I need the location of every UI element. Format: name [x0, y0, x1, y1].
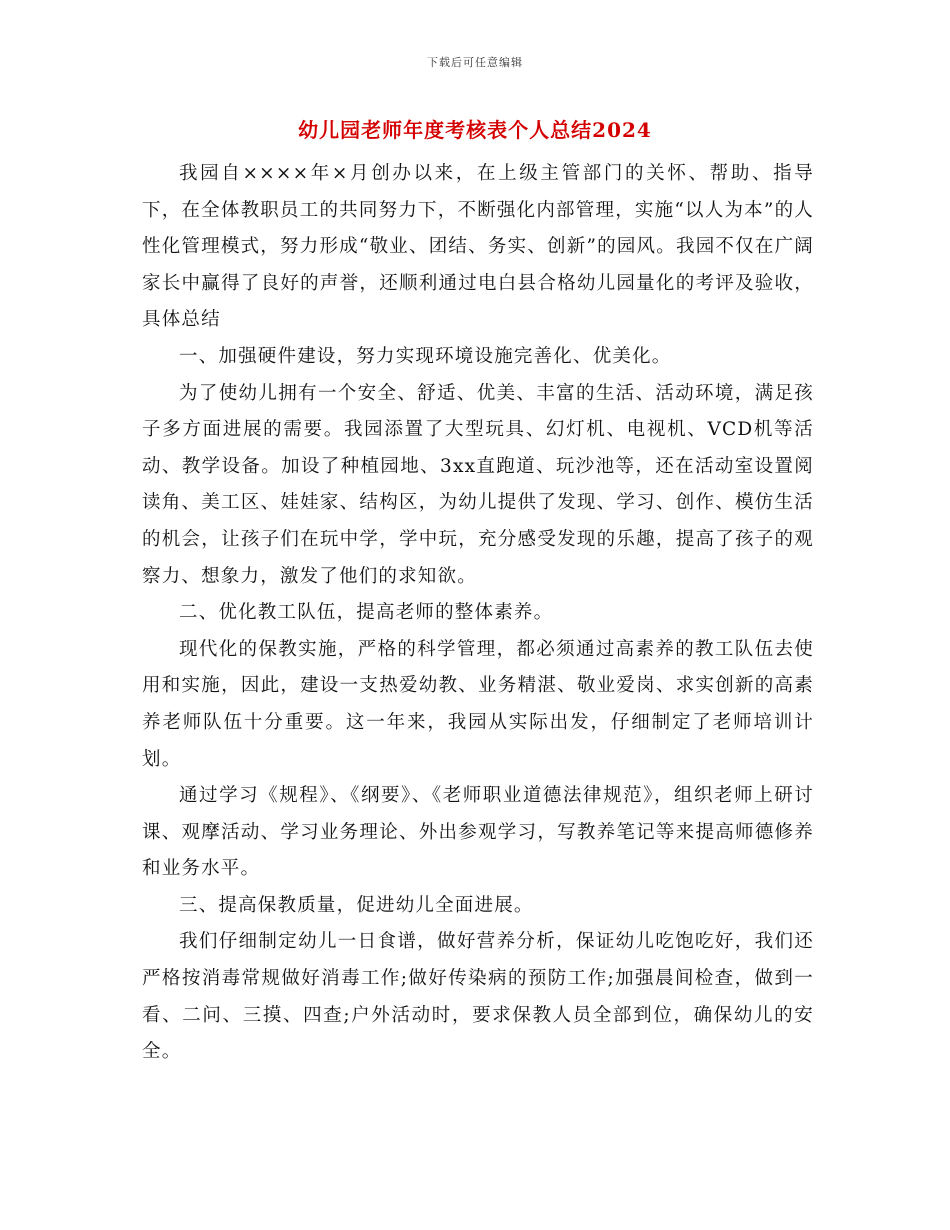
paragraph: 我园自××××年×月创办以来，在上级主管部门的关怀、帮助、指导下，在全体教职员工的共同努力下，不断强化内部管理，实施“以人为本”的人性化管理模式，努力形成“敬业、团结、务实、创新”的园风。我园不仅在广阔家长中赢得了良好的声誉，还顺利通过电白县合格幼儿园量化的考评及验收，具体总结	[142, 163, 814, 331]
section-heading: 二、优化教工队伍，提高老师的整体素养。	[179, 602, 554, 624]
section-heading: 一、加强硬件建设，努力实现环境设施完善化、优美化。	[179, 345, 672, 367]
paragraph: 我们仔细制定幼儿一日食谱，做好营养分析，保证幼儿吃饱吃好，我们还严格按消毒常规做好消毒工作;做好传染病的预防工作;加强晨间检查，做到一看、二问、三摸、四查;户外活动时，要求保教人员全部到位，确保幼儿的安全。	[142, 931, 814, 1063]
paragraph: 通过学习《规程》、《纲要》、《老师职业道德法律规范》，组织老师上研讨课、观摩活动、学习业务理论、外出参观学习，写教养笔记等来提高师德修养和业务水平。	[142, 785, 814, 880]
document-body	[142, 156, 814, 1071]
header-note: 下载后可任意编辑	[427, 56, 523, 69]
document-title: 幼儿园老师年度考核表个人总结2024	[298, 118, 652, 142]
paragraph: 为了使幼儿拥有一个安全、舒适、优美、丰富的生活、活动环境，满足孩子多方面进展的需要。我园添置了大型玩具、幻灯机、电视机、VCD机等活动、教学设备。加设了种植园地、3xx直跑道、玩沙池等，还在活动室设置阅读角、美工区、娃娃家、结构区，为幼儿提供了发现、学习、创作、模仿生活的机会，让孩子们在玩中学，学中玩，充分感受发现的乐趣，提高了孩子的观察力、想象力，激发了他们的求知欲。	[142, 382, 814, 587]
paragraph: 现代化的保教实施，严格的科学管理，都必须通过高素养的教工队伍去使用和实施，因此，建设一支热爱幼教、业务精湛、敬业爱岗、求实创新的高素养老师队伍十分重要。这一年来，我园从实际出发，仔细制定了老师培训计划。	[142, 638, 814, 770]
section-heading: 三、提高保教质量，促进幼儿全面进展。	[179, 894, 534, 916]
